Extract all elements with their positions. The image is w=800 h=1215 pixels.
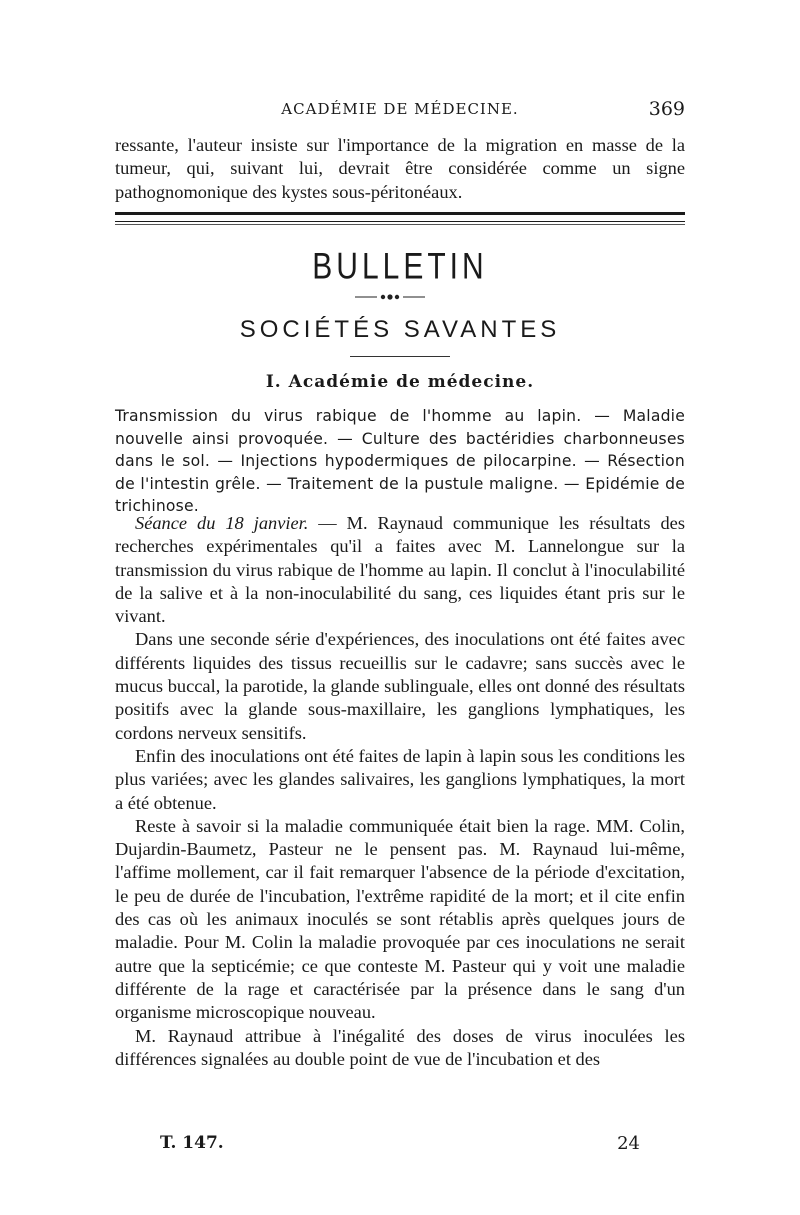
running-head [115,98,685,122]
double-rule-divider [115,212,685,222]
short-rule-divider [350,356,450,357]
sheet-number: 24 [617,1133,640,1154]
paragraph-5: M. Raynaud attribue à l'inégalité des doses de virus inoculées les différences signalées au double point de vue de l'incubation et des [115,1025,685,1069]
paragraph-seance [115,512,685,628]
main-text [115,512,685,1071]
paragraph-seance-text: — M. Raynaud communique les résultats des recherches expérimentales qu'il a faites avec M. Lannelongue sur la transmission du virus rabique de l'homme au lapin. Il conclut à l'inoculabilité de la salive et à la non-inoculabilité du sang, ces liquides étant pris sur le vivant. [115,513,685,627]
bulletin-heading: BULLETIN [312,245,488,287]
section-title: I. Académie de médecine. [265,372,535,392]
lead-paragraph: ressante, l'auteur insiste sur l'importance de la migration en masse de la tumeur, qui, suivant lui, devrait être considérée comme un signe pathognomonique des kystes sous-péritonéaux. [115,135,685,202]
lead-paragraph-block [115,134,685,204]
volume-signature: T. 147. [160,1133,224,1153]
page-number: 369 [648,98,685,120]
section-summary: Transmission du virus rabique de l'homme au lapin. — Maladie nouvelle ainsi provoquée. — Culture des bactéridies charbonneuses dans le sol. — Injections hypodermiques de pilocarpine. — Résection de l'intestin grêle. — Traitement de la pustule maligne. — Epidémie de trichinose. [115,407,685,515]
paragraph-2: Dans une seconde série d'expériences, des inoculations ont été faites avec différents liquides des tissus recueillis sur le cadavre; sans succès avec le mucus buccal, la parotide, la glande sublinguale, elles ont donné des résultats positifs avec la glande sous-maxillaire, les ganglions lymphatiques, les cordons nerveux sensitifs. [115,629,685,743]
ornament-divider-icon [355,293,425,301]
societes-heading: SOCIÉTÉS SAVANTES [239,316,561,343]
page-footer [160,1133,640,1157]
seance-date-label: Séance du 18 janvier. [135,513,309,533]
thin-rule-divider [115,224,685,225]
paragraph-4: Reste à savoir si la maladie communiquée était bien la rage. MM. Colin, Dujardin-Baumetz, Pasteur ne le pensent pas. M. Raynaud lui-même, l'affime mollement, car il fait remarquer l'absence de la période d'excitation, le peu de durée de l'incubation, l'extrême rapidité de la mort; et il cite enfin des cas où les animaux inoculés se sont rétablis après quelques jours de maladie. Pour M. Colin la maladie provoquée par ces inoculations ne serait autre que la septicémie; ce que conteste M. Pasteur qui y voit une maladie différente de la rage et caractérisée par la présence dans le sang d'un organisme microscopique nouveau. [115,815,685,1023]
running-title: ACADÉMIE DE MÉDECINE. [281,100,519,118]
paragraph-3: Enfin des inoculations ont été faites de lapin à lapin sous les conditions les plus variées; avec les glandes salivaires, les ganglions lymphatiques, la mort a été obtenue. [115,745,685,813]
